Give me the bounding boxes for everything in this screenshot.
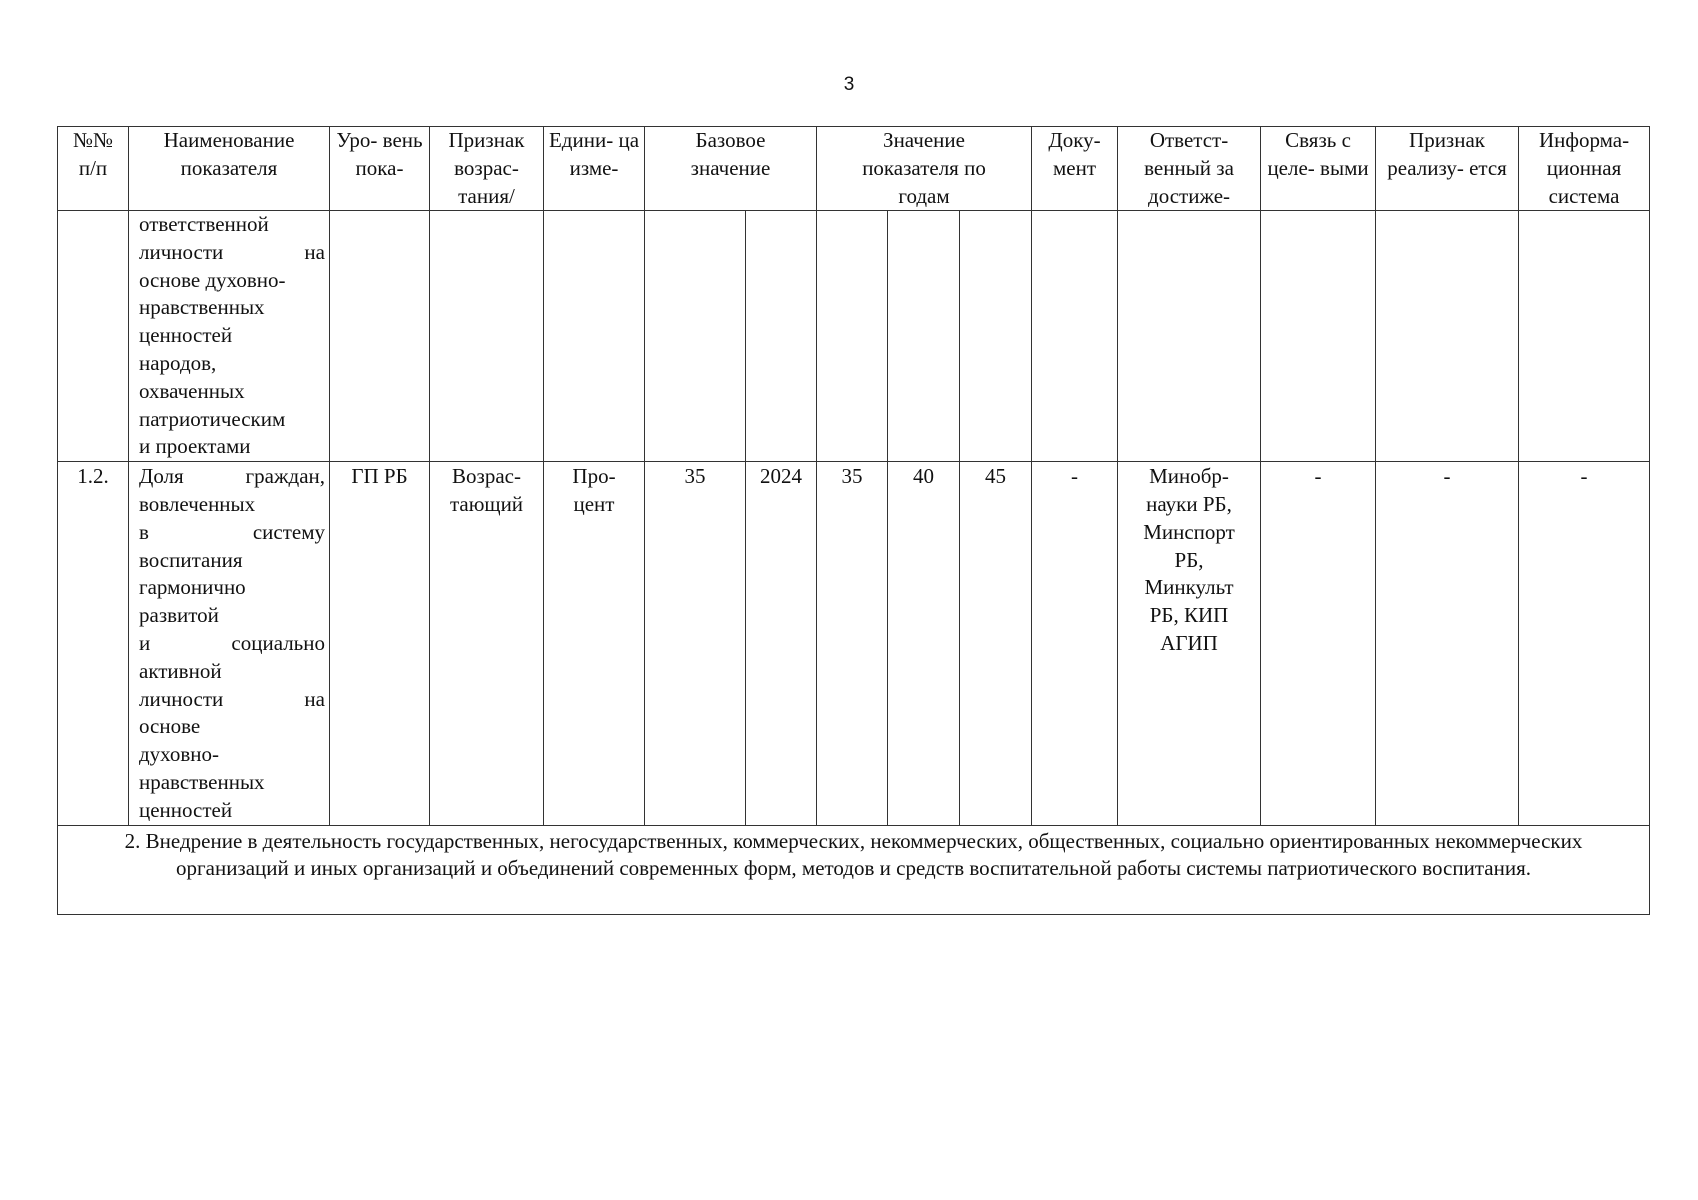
row-value-1: 35 bbox=[817, 462, 888, 825]
row-link: - bbox=[1261, 462, 1376, 825]
row-base-year: 2024 bbox=[746, 462, 817, 825]
header-growth: Признак возрас- тания/ bbox=[430, 127, 544, 211]
header-name: Наименование показателя bbox=[129, 127, 330, 211]
section-row bbox=[58, 825, 1650, 914]
header-doc: Доку- мент bbox=[1032, 127, 1118, 211]
row-name: Доля граждан, вовлеченных в систему воспитания гармонично развитой и социально активной личности на основе духовно- нравственных ценностей bbox=[129, 462, 330, 825]
section-2-title: 2. Внедрение в деятельность государственных, негосударственных, коммерческих, некоммерческих, общественных, социально ориентированных некоммерческих организаций и иных организаций и объединений современных форм, методов и средств воспитательной работы системы патриотического воспитания. bbox=[58, 825, 1650, 914]
table-header-row bbox=[58, 127, 1650, 211]
row-level: ГП РБ bbox=[330, 462, 430, 825]
table-row bbox=[58, 211, 1650, 462]
row-infosys: - bbox=[1519, 462, 1650, 825]
header-num: №№ п/п bbox=[58, 127, 129, 211]
header-base: Базовое значение bbox=[645, 127, 817, 211]
header-values: Значение показателя по годам bbox=[817, 127, 1032, 211]
row-realized: - bbox=[1376, 462, 1519, 825]
row-resp: Минобр- науки РБ, Минспорт РБ, Минкульт РБ, КИП АГИП bbox=[1118, 462, 1261, 825]
header-level: Уро- вень пока- bbox=[330, 127, 430, 211]
header-infosys: Информа- ционная система bbox=[1519, 127, 1650, 211]
row-growth: Возрас- тающий bbox=[430, 462, 544, 825]
row-value-3: 45 bbox=[960, 462, 1032, 825]
header-realized: Признак реализу- ется bbox=[1376, 127, 1519, 211]
row-num: 1.2. bbox=[58, 462, 129, 825]
row-name-continuation: ответственной личности на основе духовно- нравственных ценностей народов, охваченных патриотическим и проектами bbox=[129, 211, 330, 462]
row-doc: - bbox=[1032, 462, 1118, 825]
page-number: 3 bbox=[843, 74, 855, 95]
row-value-2: 40 bbox=[888, 462, 960, 825]
row-unit: Про- цент bbox=[544, 462, 645, 825]
header-resp: Ответст- венный за достиже- bbox=[1118, 127, 1261, 211]
header-link: Связь с целе- выми bbox=[1261, 127, 1376, 211]
table-row bbox=[58, 462, 1650, 825]
header-unit: Едини- ца изме- bbox=[544, 127, 645, 211]
indicators-table bbox=[57, 126, 1650, 915]
row-base-value: 35 bbox=[645, 462, 746, 825]
